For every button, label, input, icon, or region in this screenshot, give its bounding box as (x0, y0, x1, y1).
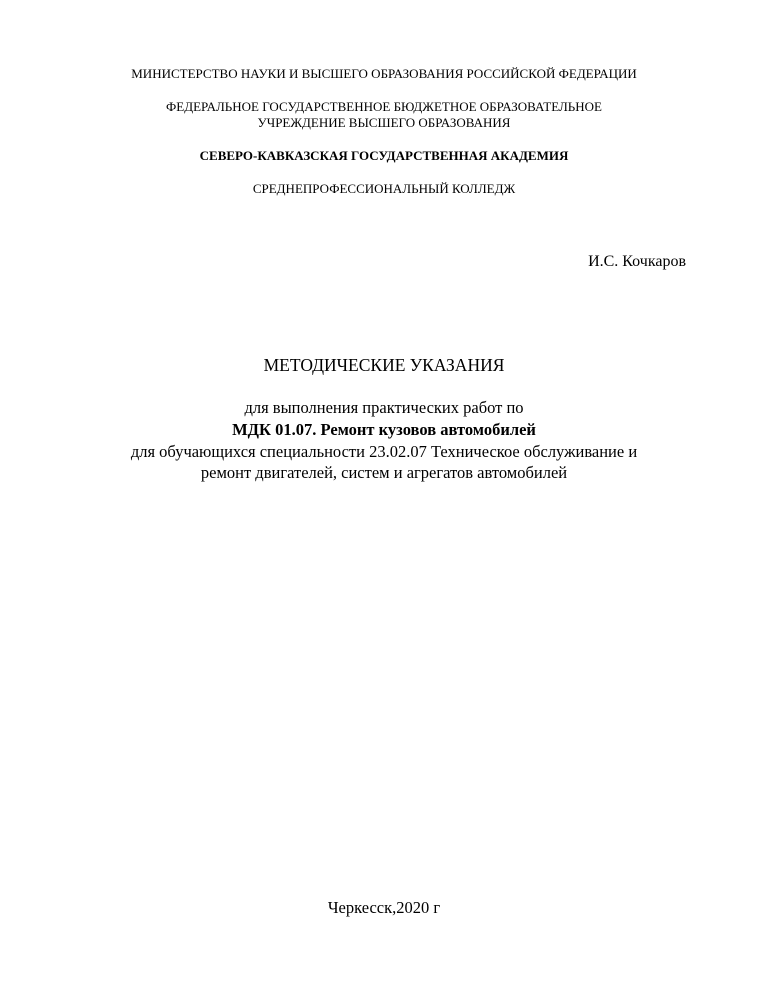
institution-line-2: УЧРЕЖДЕНИЕ ВЫСШЕГО ОБРАЗОВАНИЯ (257, 115, 511, 130)
course-name: МДК 01.07. Ремонт кузовов автомобилей (232, 420, 536, 439)
academy-name: СЕВЕРО-КАВКАЗСКАЯ ГОСУДАРСТВЕННАЯ АКАДЕМИЯ (199, 148, 569, 163)
document-title: МЕТОДИЧЕСКИЕ УКАЗАНИЯ (263, 355, 505, 375)
audience-line-2: ремонт двигателей, систем и агрегатов автомобилей (200, 463, 568, 482)
institution-line-1: ФЕДЕРАЛЬНОЕ ГОСУДАРСТВЕННОЕ БЮДЖЕТНОЕ ОБРАЗОВАТЕЛЬНОЕ (166, 99, 602, 114)
audience-line-1: для обучающихся специальности 23.02.07 Техническое обслуживание и (130, 442, 638, 461)
ministry-line: МИНИСТЕРСТВО НАУКИ И ВЫСШЕГО ОБРАЗОВАНИЯ РОССИЙСКОЙ ФЕДЕРАЦИИ (131, 66, 637, 81)
college-name: СРЕДНЕПРОФЕССИОНАЛЬНЫЙ КОЛЛЕДЖ (252, 181, 516, 196)
author-name: И.С. Кочкаров (588, 253, 686, 270)
document-purpose: для выполнения практических работ по (244, 398, 524, 417)
place-year: Черкесск,2020 г (327, 898, 441, 917)
